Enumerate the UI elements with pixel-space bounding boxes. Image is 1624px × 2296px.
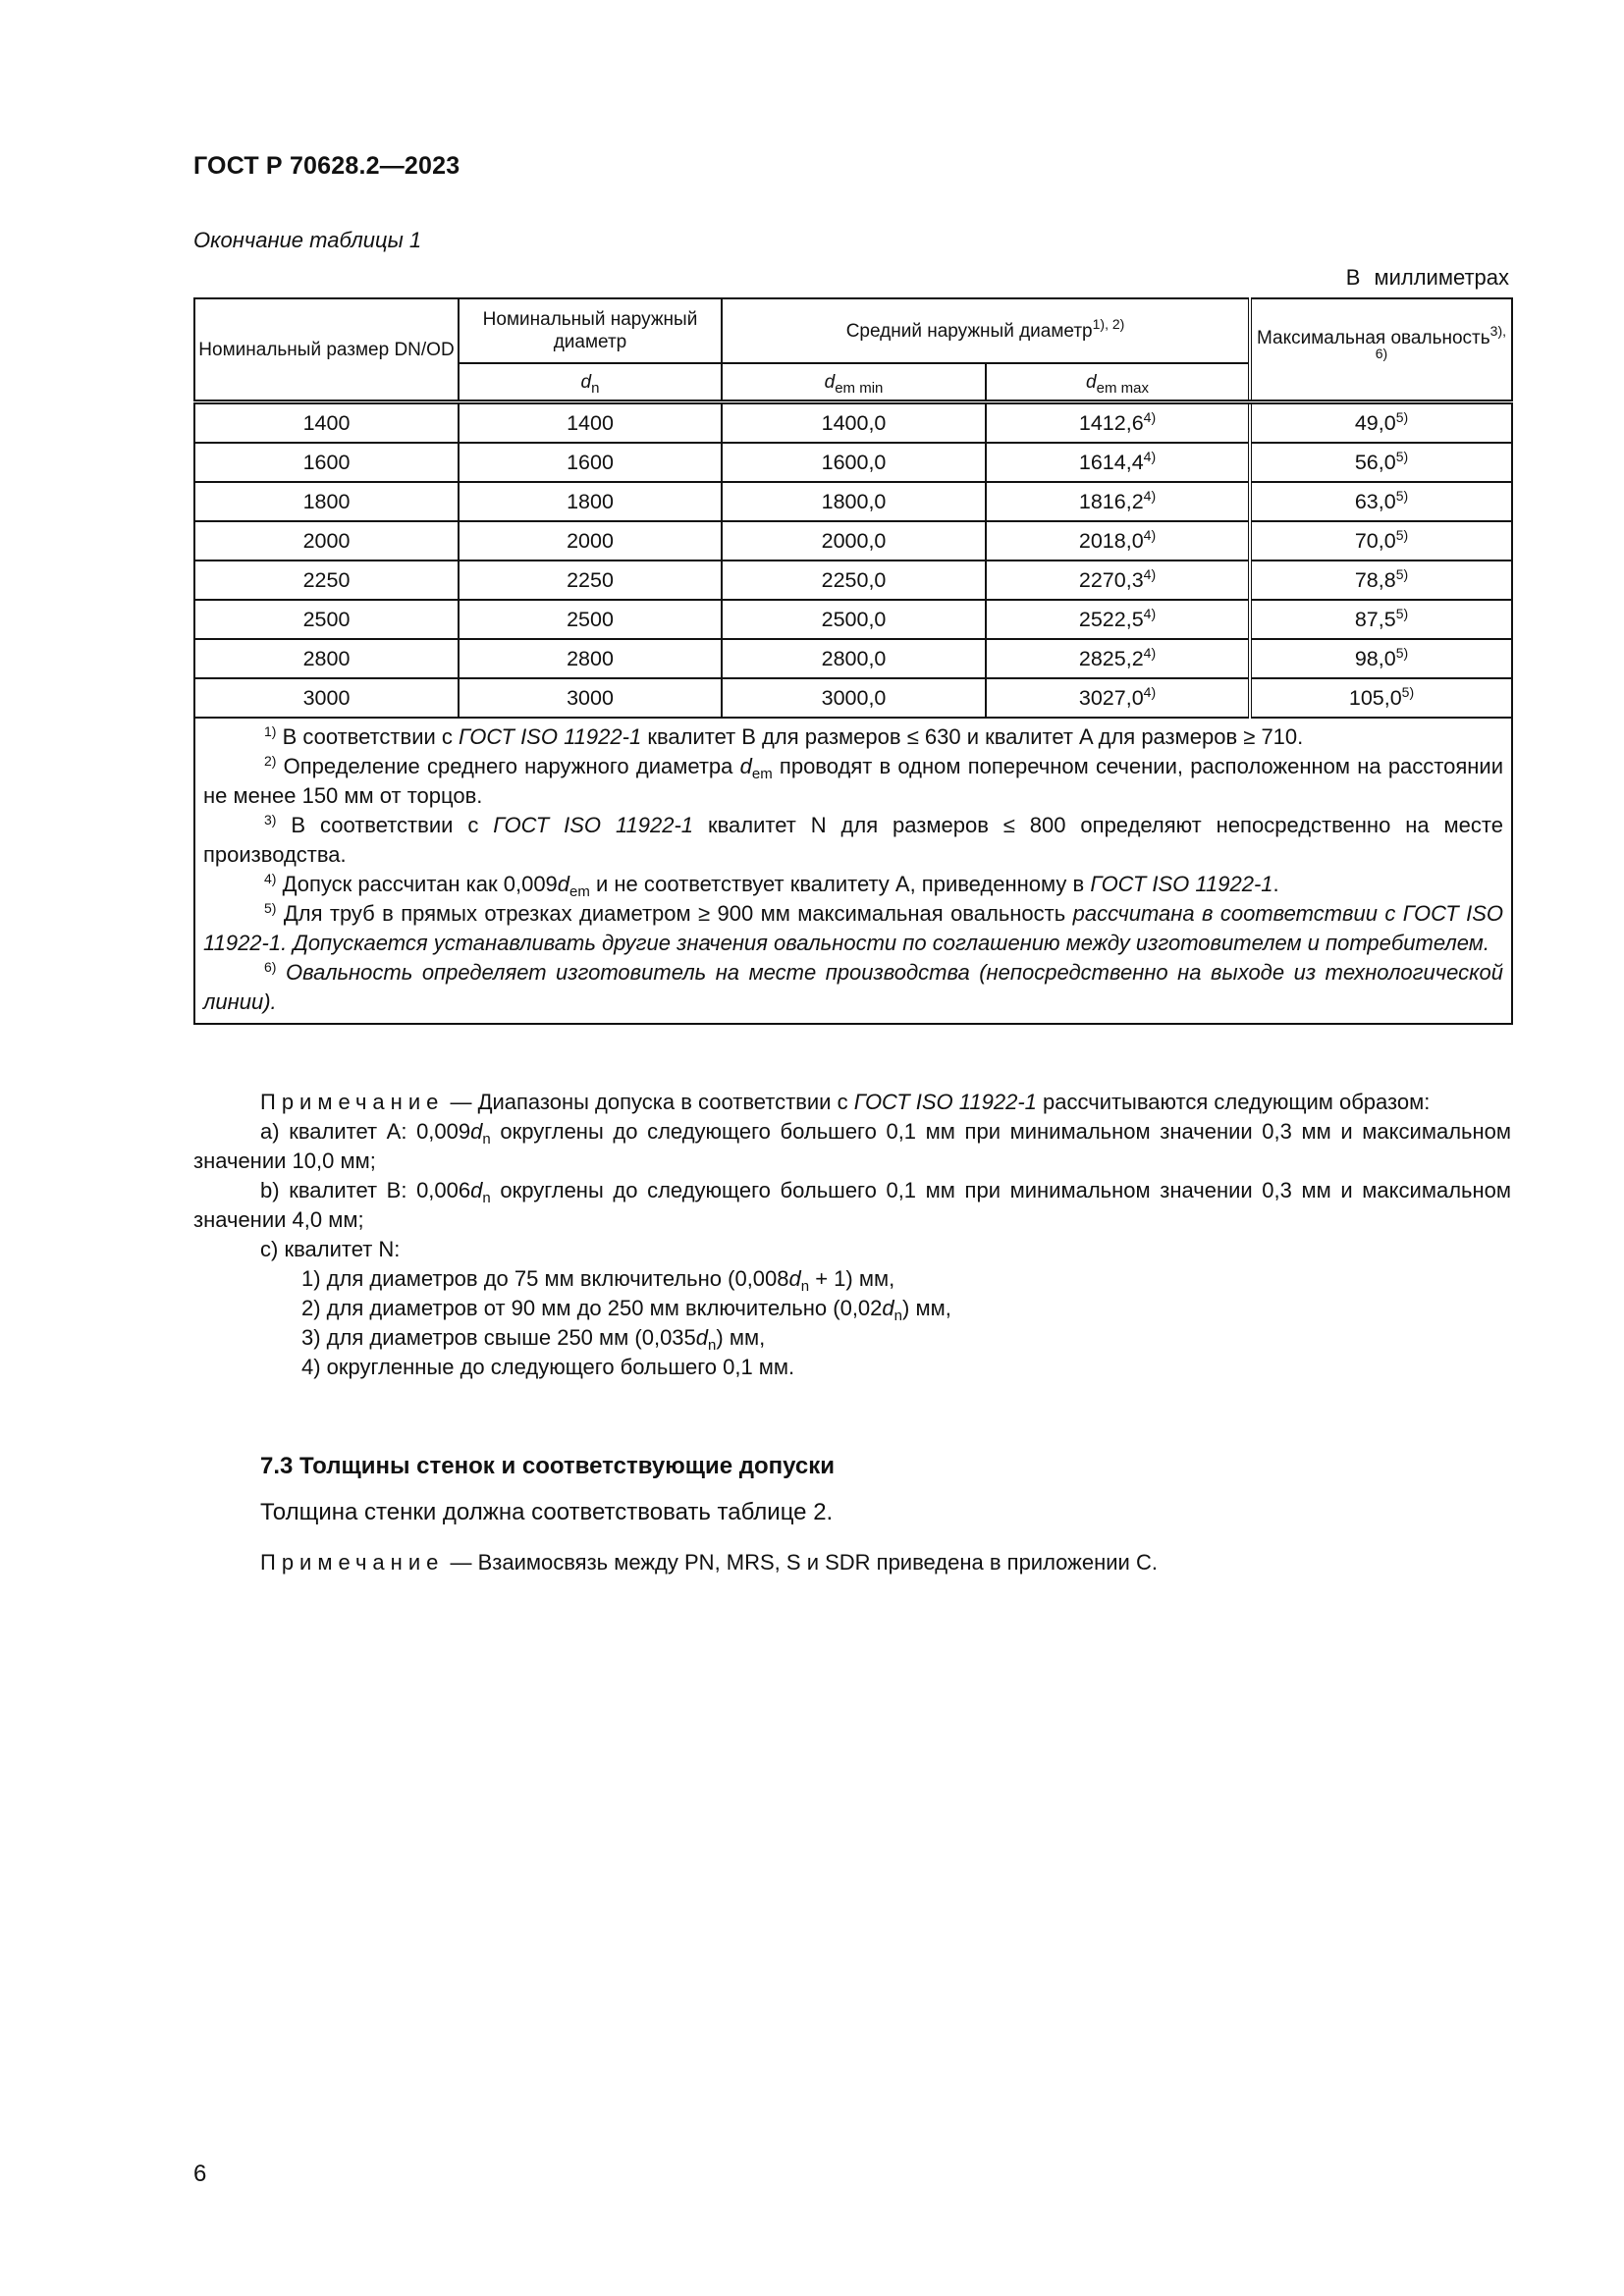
header-nominal-size: Номинальный размер DN/OD [194, 298, 459, 402]
table-row: 2250 2250 2250,0 2270,3$^{4)}$ 78,8$^{5)}$ [194, 561, 1512, 600]
note-intro: Примечание — Диапазоны допуска в соответствии с ГОСТ ISO 11922-1 рассчитываются следующим образом: [260, 1090, 1431, 1114]
table-footnotes [194, 718, 1512, 1024]
header-mean-diameter: Средний наружный диаметр$^{1), 2)}$ [722, 298, 1250, 363]
footnote-5: $^{5)}$ Для труб в прямых отрезках диаметром ≥ 900 мм максимальная овальность рассчитана в соответствии с ГОСТ ISO 11922-1. Допускается устанавливать другие значения овальности по соглашению между изготовителем и потребителем. [203, 900, 1503, 955]
footnote-1: $^{1)}$ В соответствии с ГОСТ ISO 11922-1 квалитет B для размеров ≤ 630 и квалитет A для размеров ≥ 710. [264, 723, 1304, 749]
note-item-c: c) квалитет N: [260, 1237, 401, 1261]
table-row: 1800 1800 1800,0 1816,2$^{4)}$ 63,0$^{5)}$ [194, 482, 1512, 521]
table-row: 1400 1400 1400,0 1412,6$^{4)}$ 49,0$^{5)}$ [194, 402, 1512, 444]
header-nominal-diameter: Номинальный наружный диаметр [459, 298, 722, 363]
units-label [1332, 265, 1509, 291]
table-row: 2500 2500 2500,0 2522,5$^{4)}$ 87,5$^{5)}$ [194, 600, 1512, 639]
section-note: Примечание — Взаимосвязь между PN, MRS, S и SDR приведена в приложении C. [260, 1550, 1158, 1575]
header-max-ovality: Максимальная овальность$^{3), 6)}$ [1250, 298, 1512, 402]
note-item-b: b) квалитет B: $0,006d_n$ округлены до следующего большего 0,1 мм при минимальном значении 0,3 мм и максимальном значении 4,0 мм; [193, 1178, 1511, 1232]
section-text: Толщина стенки должна соответствовать таблице 2. [260, 1499, 834, 1525]
note-item-c3: 3) для диаметров свыше 250 мм $(0,035d_n)$ мм, [301, 1325, 766, 1354]
footnote-4: $^{4)}$ Допуск рассчитан как $0,009d_{em}$ и не соответствует квалитету A, приведенному в ГОСТ ISO 11922-1. [264, 871, 1279, 900]
units-text: миллиметрах [1374, 265, 1509, 290]
dimensions-table [193, 297, 1513, 1025]
table-row: 1600 1600 1600,0 1614,4$^{4)}$ 56,0$^{5)}$ [194, 443, 1512, 482]
table-row: 3000 3000 3000,0 3027,0$^{4)}$ 105,0$^{5)}$ [194, 678, 1512, 718]
note-item-a: a) квалитет A: $0,009d_n$ округлены до следующего большего 0,1 мм при минимальном значении 0,3 мм и максимальном значении 10,0 мм; [193, 1119, 1511, 1173]
table-caption: Окончание таблицы 1 [193, 228, 422, 252]
tolerance-note [193, 1088, 1511, 1382]
footnote-2: $^{2)}$ Определение среднего наружного диаметра $d_{em}$ проводят в одном поперечном сечении, расположенном на расстоянии не менее 150 мм от торцов. [203, 753, 1503, 808]
footnote-3: $^{3)}$ В соответствии с ГОСТ ISO 11922-1 квалитет N для размеров ≤ 800 определяют непосредственно на месте производства. [203, 812, 1503, 867]
note-item-c1: 1) для диаметров до 75 мм включительно $(0,008d_n + 1)$ мм, [301, 1266, 895, 1295]
page-number: 6 [193, 2161, 207, 2187]
header-dem-max: $d_{em max}$ [986, 363, 1250, 402]
table-row: 2000 2000 2000,0 2018,0$^{4)}$ 70,0$^{5)}$ [194, 521, 1512, 561]
document-header: ГОСТ Р 70628.2—2023 [193, 152, 460, 180]
note-item-c2: 2) для диаметров от 90 мм до 250 мм включительно $(0,02d_n)$ мм, [301, 1296, 951, 1324]
note-item-c4: 4) округленные до следующего большего 0,1 мм. [301, 1355, 795, 1379]
units-prefix: В [1345, 265, 1361, 290]
section-title: 7.3 Толщины стенок и соответствующие допуски [260, 1453, 835, 1479]
header-dn: $d_n$ [459, 363, 722, 402]
table-row: 2800 2800 2800,0 2825,2$^{4)}$ 98,0$^{5)}$ [194, 639, 1512, 678]
footnote-6: $^{6)}$ Овальность определяет изготовитель на месте производства (непосредственно на выходе из технологической линии). [203, 959, 1503, 1014]
header-dem-min: $d_{em min}$ [722, 363, 986, 402]
